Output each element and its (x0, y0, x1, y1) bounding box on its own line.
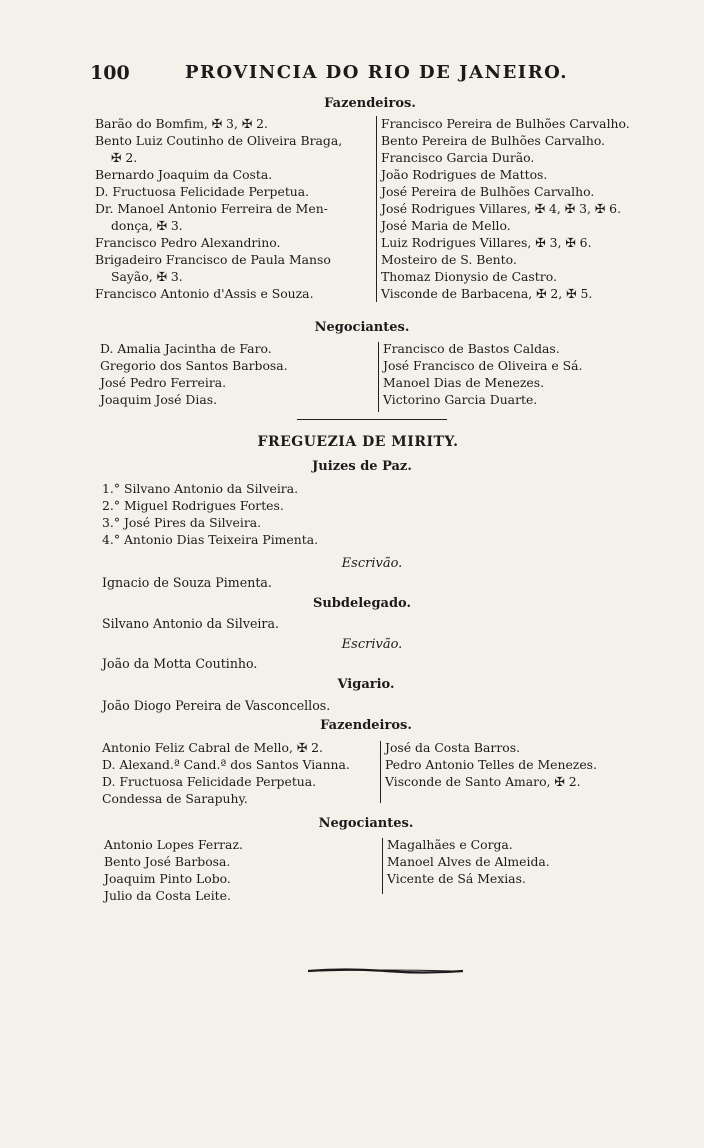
list-item: Bento Pereira de Bulhões Carvalho. (381, 133, 605, 148)
negociantes-left-column (104, 836, 374, 904)
vigario-name: João Diogo Pereira de Vasconcellos. (102, 698, 331, 713)
list-item: Bernardo Joaquim da Costa. (95, 167, 273, 182)
tailpiece-ornament (308, 968, 463, 974)
section-rule (297, 419, 447, 420)
list-item: José Francisco de Oliveira e Sá. (383, 358, 583, 373)
list-item: Dr. Manoel Antonio Ferreira de Men- (95, 201, 328, 216)
list-item: Francisco de Bastos Caldas. (383, 341, 560, 356)
list-item: José da Costa Barros. (385, 740, 521, 755)
list-item: D. Fructuosa Felicidade Perpetua. (102, 774, 317, 789)
list-item: Victorino Garcia Duarte. (383, 392, 538, 407)
list-item: Visconde de Barbacena, ✠ 2, ✠ 5. (381, 286, 593, 301)
list-item: Francisco Pereira de Bulhões Carvalho. (381, 116, 630, 131)
fazendeiros-left-column (95, 115, 375, 302)
negociantes-left-column (100, 340, 370, 408)
list-item: José Rodrigues Villares, ✠ 4, ✠ 3, ✠ 6. (381, 201, 622, 216)
parish-title: FREGUEZIA DE MIRITY. (257, 434, 459, 450)
column-divider (376, 116, 377, 302)
section-heading-escrivao: Escrivão. (341, 637, 403, 652)
list-item: Francisco Pedro Alexandrino. (95, 235, 281, 250)
list-item: José Pedro Ferreira. (100, 375, 227, 390)
list-item: Francisco Garcia Durão. (381, 150, 535, 165)
list-item: D. Fructuosa Felicidade Perpetua. (95, 184, 310, 199)
running-title: PROVINCIA DO RIO DE JANEIRO. (185, 62, 569, 83)
list-item: Sayão, ✠ 3. (111, 269, 183, 284)
list-item: Vicente de Sá Mexias. (387, 871, 526, 886)
list-item: Antonio Feliz Cabral de Mello, ✠ 2. (102, 740, 323, 755)
list-item: Condessa de Sarapuhy. (102, 791, 248, 806)
section-heading-negociantes: Negociantes. (318, 816, 414, 831)
negociantes-right-column (387, 836, 647, 887)
list-item: Barão do Bomfim, ✠ 3, ✠ 2. (95, 116, 268, 131)
list-item: donça, ✠ 3. (111, 218, 183, 233)
list-item: Julio da Costa Leite. (104, 888, 231, 903)
list-item: José Maria de Mello. (381, 218, 511, 233)
negociantes-right-column (383, 340, 653, 408)
list-item: Manoel Dias de Menezes. (383, 375, 545, 390)
list-item: 2.° Miguel Rodrigues Fortes. (102, 498, 284, 513)
list-item: José Pereira de Bulhões Carvalho. (381, 184, 595, 199)
escrivao-name: Ignacio de Souza Pimenta. (102, 575, 272, 590)
page-number: 100 (90, 62, 130, 84)
fazendeiros-right-column (381, 115, 656, 302)
column-divider (380, 741, 381, 803)
section-heading-subdelegado: Subdelegado. (312, 596, 412, 611)
list-item: Bento Luiz Coutinho de Oliveira Braga, (95, 133, 343, 148)
section-heading-vigario: Vigario. (337, 677, 395, 692)
list-item: Visconde de Santo Amaro, ✠ 2. (385, 774, 581, 789)
list-item: João Rodrigues de Mattos. (381, 167, 548, 182)
subdelegado-name: Silvano Antonio da Silveira. (102, 616, 279, 631)
list-item: 1.° Silvano Antonio da Silveira. (102, 481, 299, 496)
column-divider (378, 342, 379, 412)
list-item: Joaquim Pinto Lobo. (104, 871, 231, 886)
list-item: Magalhães e Corga. (387, 837, 513, 852)
list-item: 3.° José Pires da Silveira. (102, 515, 262, 530)
list-item: Thomaz Dionysio de Castro. (381, 269, 557, 284)
list-item: Mosteiro de S. Bento. (381, 252, 517, 267)
section-heading-fazendeiros: Fazendeiros. (320, 718, 412, 733)
section-heading-escrivao: Escrivão. (341, 556, 403, 571)
list-item: Luiz Rodrigues Villares, ✠ 3, ✠ 6. (381, 235, 592, 250)
list-item: D. Amalia Jacintha de Faro. (100, 341, 272, 356)
section-heading-juizes: Juizes de Paz. (312, 459, 412, 474)
column-divider (382, 838, 383, 894)
list-item: D. Alexand.ª Cand.ª dos Santos Vianna. (102, 757, 350, 772)
juizes-list (102, 480, 422, 548)
section-heading-fazendeiros: Fazendeiros. (324, 96, 416, 111)
list-item: Pedro Antonio Telles de Menezes. (385, 757, 597, 772)
list-item: Francisco Antonio d'Assis e Souza. (95, 286, 314, 301)
list-item: Brigadeiro Francisco de Paula Manso (95, 252, 331, 267)
list-item: 4.° Antonio Dias Teixeira Pimenta. (102, 532, 319, 547)
list-item: Gregorio dos Santos Barbosa. (100, 358, 288, 373)
escrivao-name: João da Motta Coutinho. (102, 656, 258, 671)
section-heading-negociantes: Negociantes. (314, 320, 410, 335)
fazendeiros-left-column (102, 739, 380, 807)
list-item: Manoel Alves de Almeida. (387, 854, 550, 869)
list-item: Antonio Lopes Ferraz. (104, 837, 243, 852)
page-header (90, 62, 650, 88)
fazendeiros-right-column (385, 739, 655, 790)
list-item: Bento José Barbosa. (104, 854, 231, 869)
list-item: ✠ 2. (111, 150, 138, 165)
list-item: Joaquim José Dias. (100, 392, 218, 407)
